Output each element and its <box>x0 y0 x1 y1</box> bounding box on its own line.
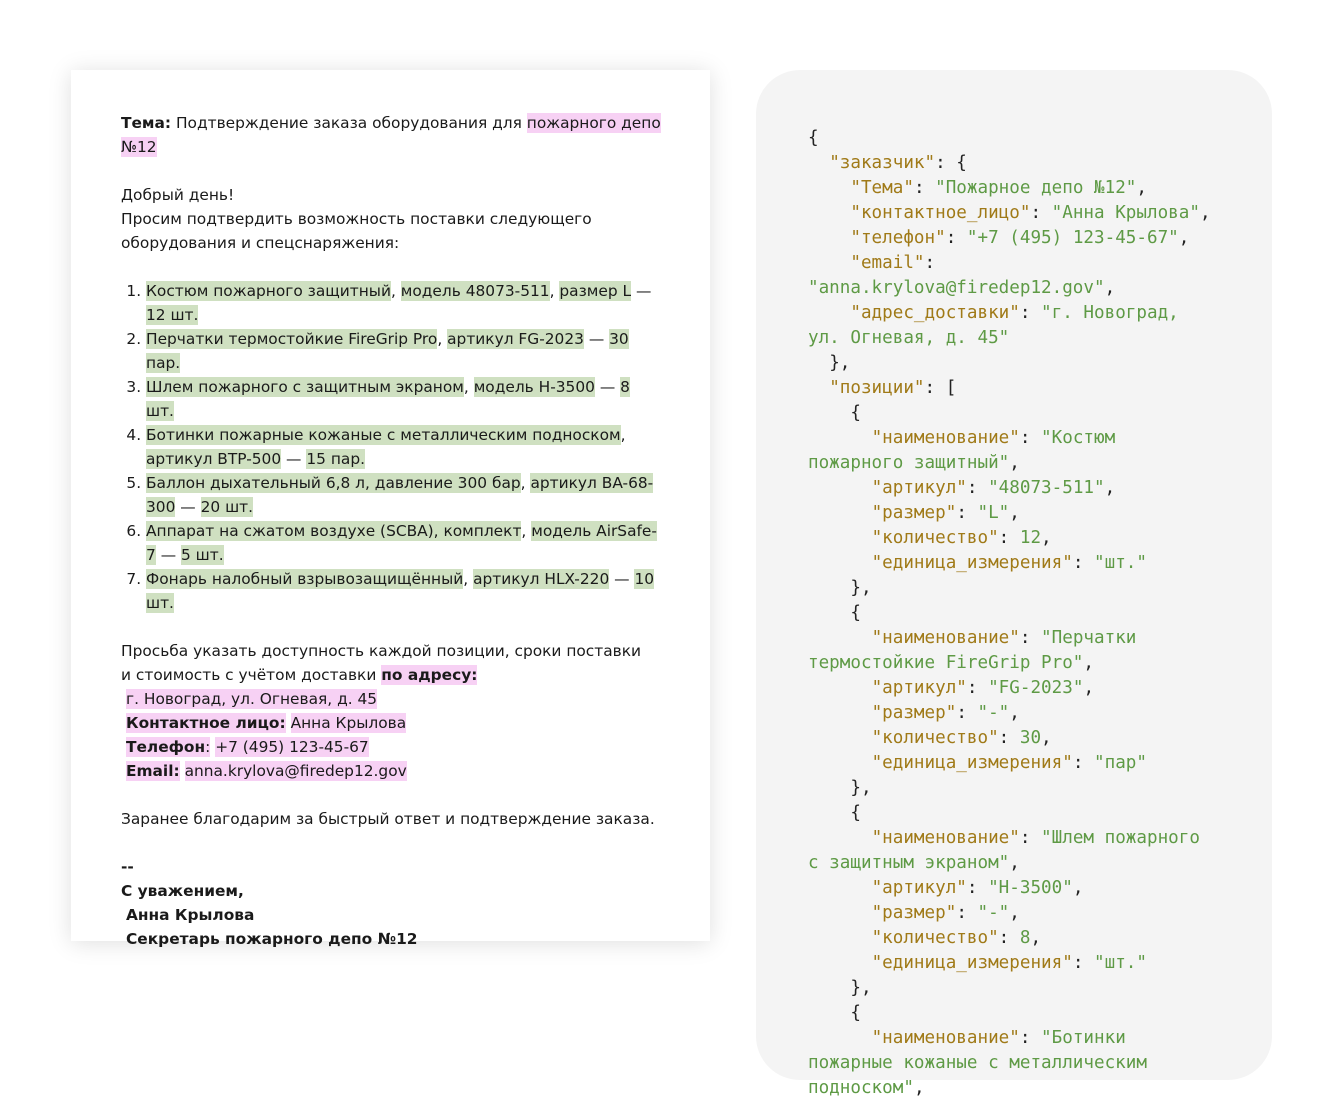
item-dash: — <box>588 330 605 348</box>
item-separator: , <box>549 282 555 300</box>
json-key: "артикул" <box>871 478 967 498</box>
greeting: Добрый день! <box>121 186 235 204</box>
json-key: "артикул" <box>871 878 967 898</box>
code-line <box>808 126 1220 151</box>
json-key: "количество" <box>871 728 999 748</box>
json-key: "наименование" <box>871 828 1020 848</box>
item-separator: , <box>390 282 396 300</box>
item-separator: , <box>520 474 526 492</box>
subject-text: Подтверждение заказа оборудования для <box>175 114 522 132</box>
code-line: }, <box>808 578 872 598</box>
json-key: "размер" <box>871 703 957 723</box>
code-line: "количество": 30, <box>871 728 1052 748</box>
json-string: "FG-2023" <box>988 678 1084 698</box>
item-dash: — <box>636 282 652 300</box>
code-line: "артикул": "H-3500", <box>871 878 1084 898</box>
thanks-text: Заранее благодарим за быстрый ответ и подтверждение заказа. <box>121 810 655 828</box>
json-string: "48073-511" <box>988 478 1105 498</box>
code-line: { <box>808 803 861 823</box>
json-string: "L" <box>977 503 1010 523</box>
code-line: "размер": "-", <box>871 703 1020 723</box>
address-line <box>121 687 670 711</box>
json-number: 8 <box>1019 928 1031 948</box>
json-key: "количество" <box>871 528 999 548</box>
item-qty: 15 пар. <box>306 450 365 468</box>
item-size: размер L <box>559 282 632 300</box>
code-line: }, <box>808 778 872 798</box>
code-line: { <box>808 603 861 623</box>
json-string: "г. Новоград, ул. Огневая, д. 45" <box>808 303 1190 348</box>
json-string: "пар" <box>1094 753 1147 773</box>
item-separator: , <box>437 330 443 348</box>
code-line: "наименование": "Костюм пожарного защитный", <box>808 428 1126 473</box>
sig-regards-text: С уважением, <box>121 882 244 900</box>
json-string: "шт." <box>1094 953 1147 973</box>
code-line: "единица_измерения": "пар" <box>871 753 1147 773</box>
code-line: "единица_измерения": "шт." <box>871 953 1147 973</box>
code-line: "адрес_доставки": "г. Новоград, ул. Огневая, д. 45" <box>808 303 1190 348</box>
item-qty: 30 пар. <box>146 330 629 372</box>
json-key: "email" <box>850 253 925 273</box>
sig-role-text: Секретарь пожарного депо №12 <box>126 930 418 948</box>
json-string: "-" <box>977 903 1010 923</box>
code-line: "заказчик": { <box>829 153 967 173</box>
list-item <box>146 279 662 327</box>
json-string: "H-3500" <box>988 878 1073 898</box>
brace: { <box>808 128 819 148</box>
json-string: "Анна Крылова" <box>1051 203 1200 223</box>
signature-regards <box>121 879 670 903</box>
code-line: "наименование": "Ботинки пожарные кожаные с металлическим подноском", <box>808 1028 1158 1098</box>
json-key: "единица_измерения" <box>871 753 1073 773</box>
item-code: модель 48073-511 <box>400 282 550 300</box>
code-line: "позиции": [ <box>829 378 957 398</box>
code-line: "единица_измерения": "шт." <box>871 553 1147 573</box>
code-line: "артикул": "48073-511", <box>871 478 1116 498</box>
json-string: "Ботинки пожарные кожаные с металлическим подноском" <box>808 1028 1158 1098</box>
code-line: { <box>808 403 861 423</box>
json-number: 12 <box>1019 528 1042 548</box>
json-key: "контактное_лицо" <box>850 203 1031 223</box>
item-code: артикул BA-68-300 <box>146 474 654 516</box>
code-line: }, <box>808 353 851 373</box>
item-name: Аппарат на сжатом воздухе (SCBA), комплект <box>146 522 522 540</box>
list-item <box>146 327 662 375</box>
item-dash: — <box>614 570 630 588</box>
item-qty: 8 шт. <box>146 378 630 420</box>
item-name: Шлем пожарного с защитным экраном <box>146 378 464 396</box>
json-string: "Костюм пожарного защитный" <box>808 428 1126 473</box>
item-name: Ботинки пожарные кожаные с металлическим подноском <box>146 426 621 444</box>
contact-line <box>121 711 670 735</box>
json-key: "наименование" <box>871 1028 1020 1048</box>
json-key: "наименование" <box>871 628 1020 648</box>
json-key: "размер" <box>871 903 957 923</box>
code-line: "количество": 12, <box>871 528 1052 548</box>
contact-label: Контактное лицо: <box>126 714 286 732</box>
subject-label: Тема: <box>121 114 172 132</box>
code-line: "наименование": "Перчатки термостойкие FireGrip Pro", <box>808 628 1147 673</box>
item-name: Костюм пожарного защитный <box>146 282 391 300</box>
code-line: "артикул": "FG-2023", <box>871 678 1095 698</box>
item-separator: , <box>620 426 626 444</box>
code-line: "телефон": "+7 (495) 123-45-67", <box>850 228 1190 248</box>
json-key: "позиции" <box>829 378 925 398</box>
sig-name-text: Анна Крылова <box>126 906 255 924</box>
email-value: anna.krylova@firedep12.gov <box>184 762 407 780</box>
json-string: "anna.krylova@firedep12.gov" <box>808 278 1105 298</box>
item-code: модель AirSafe-7 <box>146 522 657 564</box>
item-name: Перчатки термостойкие FireGrip Pro <box>146 330 438 348</box>
request-text: Просьба указать доступность каждой позиции, сроки поставки и стоимость с учётом доставки <box>121 642 642 684</box>
phone-colon: : <box>205 738 211 756</box>
item-separator: , <box>521 522 527 540</box>
signature-separator <box>121 855 670 879</box>
item-code: модель H-3500 <box>473 378 595 396</box>
item-code: артикул FG-2023 <box>447 330 584 348</box>
json-string: "+7 (495) 123-45-67" <box>966 228 1179 248</box>
subject-highlight: пожарного депо №12 <box>121 114 661 156</box>
phone-label: Телефон <box>126 738 206 756</box>
signature-role <box>121 927 670 951</box>
json-key: "заказчик" <box>829 153 936 173</box>
json-string: "Перчатки термостойкие FireGrip Pro" <box>808 628 1147 673</box>
item-dash: — <box>160 546 177 564</box>
item-separator: , <box>463 570 469 588</box>
item-name: Баллон дыхательный 6,8 л, давление 300 бар <box>146 474 521 492</box>
address-label: по адресу: <box>381 666 478 684</box>
email-label: Email: <box>126 762 180 780</box>
contact-value: Анна Крылова <box>290 714 407 732</box>
json-key: "единица_измерения" <box>871 553 1073 573</box>
code-line: { <box>808 1003 861 1023</box>
json-key: "Тема" <box>850 178 914 198</box>
code-line: "контактное_лицо": "Анна Крылова", <box>850 203 1211 223</box>
json-key: "единица_измерения" <box>871 953 1073 973</box>
code-line: }, <box>808 978 872 998</box>
code-line: "размер": "L", <box>871 503 1020 523</box>
email-line <box>121 759 670 783</box>
item-separator: , <box>463 378 469 396</box>
item-qty: 10 шт. <box>146 570 655 612</box>
json-key: "артикул" <box>871 678 967 698</box>
json-string: "Пожарное депо №12" <box>935 178 1137 198</box>
item-qty: 5 шт. <box>181 546 224 564</box>
json-key: "телефон" <box>850 228 946 248</box>
email-letter-panel <box>71 70 710 948</box>
list-item <box>146 423 662 471</box>
intro-text: Просим подтвердить возможность поставки следующего оборудования и спецснаряжения: <box>121 210 592 252</box>
json-code-panel <box>756 70 1272 1098</box>
json-key: "адрес_доставки" <box>850 303 1020 323</box>
item-name: Фонарь налобный взрывозащищённый <box>146 570 464 588</box>
list-item <box>146 375 662 423</box>
item-code: артикул HLX-220 <box>473 570 610 588</box>
code-line: "количество": 8, <box>871 928 1042 948</box>
json-string: "шт." <box>1094 553 1147 573</box>
item-code: артикул BTP-500 <box>146 450 282 468</box>
list-item <box>146 567 662 615</box>
code-line: "email": "anna.krylova@firedep12.gov", <box>808 253 1116 298</box>
phone-value: +7 (495) 123-45-67 <box>215 738 369 756</box>
code-line: "наименование": "Шлем пожарного с защитным экраном", <box>808 828 1211 873</box>
code-line: "размер": "-", <box>871 903 1020 923</box>
order-items-list <box>121 279 670 615</box>
sig-dash: -- <box>121 858 134 876</box>
phone-line <box>121 735 670 759</box>
json-key: "количество" <box>871 928 999 948</box>
address-value: г. Новоград, ул. Огневая, д. 45 <box>126 690 378 708</box>
json-key: "размер" <box>871 503 957 523</box>
request-paragraph <box>121 639 670 687</box>
json-string: "Шлем пожарного с защитным экраном" <box>808 828 1211 873</box>
signature-name <box>121 903 670 927</box>
item-qty: 20 шт. <box>200 498 254 516</box>
item-dash: — <box>599 378 616 396</box>
json-key: "наименование" <box>871 428 1020 448</box>
item-dash: — <box>180 498 196 516</box>
item-dash: — <box>286 450 302 468</box>
item-qty: 12 шт. <box>146 306 199 324</box>
list-item <box>146 519 662 567</box>
json-string: "-" <box>977 703 1010 723</box>
code-line: "Тема": "Пожарное депо №12", <box>850 178 1147 198</box>
json-number: 30 <box>1019 728 1042 748</box>
list-item <box>146 471 662 519</box>
subject-line <box>121 111 670 159</box>
